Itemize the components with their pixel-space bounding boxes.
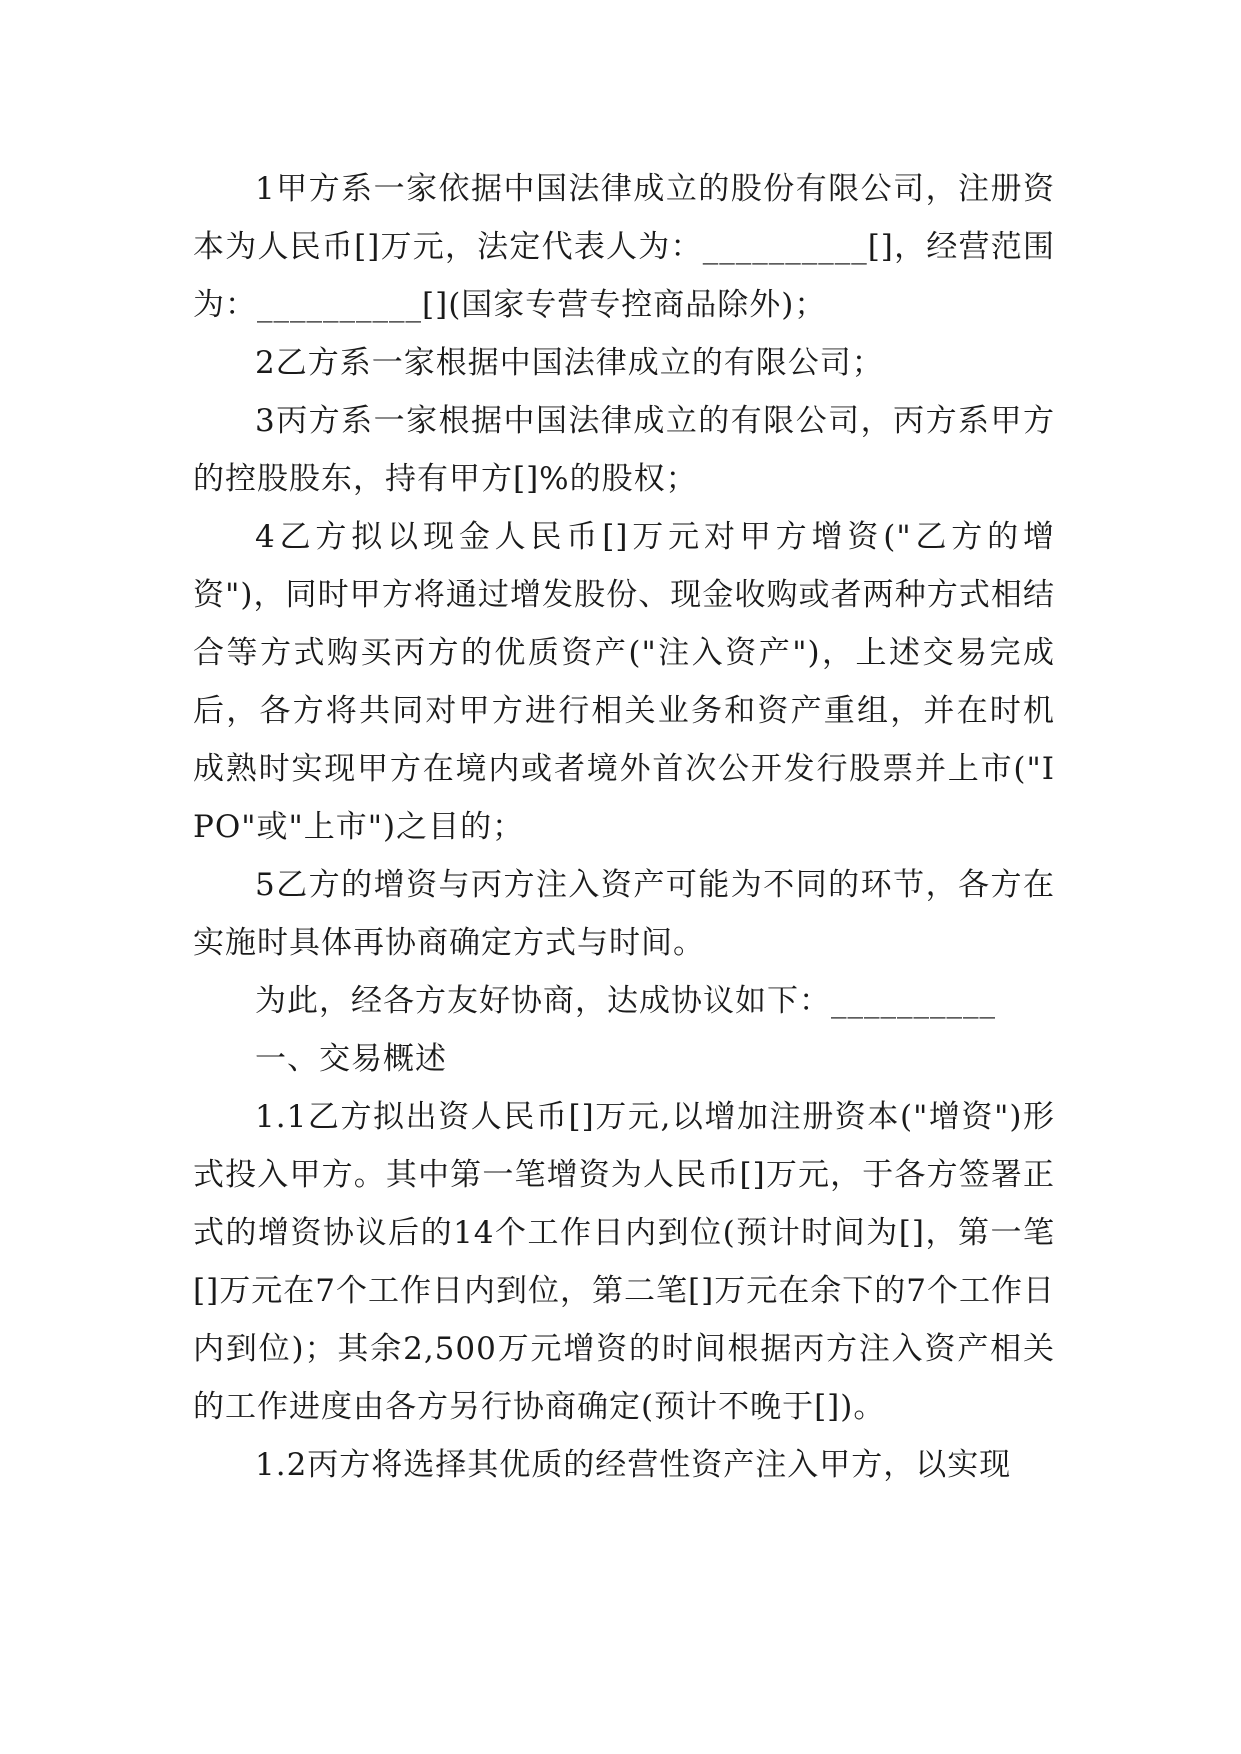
- paragraph-party-b: 2乙方系一家根据中国法律成立的有限公司；: [255, 345, 884, 381]
- paragraph-transaction-background: 4乙方拟以现金人民币[]万元对甲方增资("乙方的增资")，同时甲方将通过增发股份、现金收购或者两种方式相结合等方式购买丙方的优质资产("注入资产")，上述交易完成后，各方将共同对甲方进行相关业务和资产重组，并在时机成熟时实现甲方在境内或者境外首次公开发行股票并上市("IPO"或"上市")之目的；: [193, 519, 1055, 845]
- clause-1-1: 1.1乙方拟出资人民币[]万元,以增加注册资本("增资")形式投入甲方。其中第一笔增资为人民币[]万元，于各方签署正式的增资协议后的14个工作日内到位(预计时间为[]，第一笔[]万元在7个工作日内到位，第二笔[]万元在余下的7个工作日内到位)；其余2,500万元增资的时间根据丙方注入资产相关的工作进度由各方另行协商确定(预计不晚于[])。: [193, 1099, 1055, 1425]
- document-body: [193, 160, 1055, 1494]
- paragraph-agreement-intro: 为此，经各方友好协商，达成协议如下：__________: [255, 983, 996, 1019]
- paragraph-steps: 5乙方的增资与丙方注入资产可能为不同的环节，各方在实施时具体再协商确定方式与时间。: [193, 867, 1055, 961]
- section-heading-transaction-overview: 一、交易概述: [255, 1041, 447, 1077]
- clause-1-2: 1.2丙方将选择其优质的经营性资产注入甲方，以实现: [255, 1447, 1012, 1483]
- paragraph-party-a: 1甲方系一家依据中国法律成立的股份有限公司，注册资本为人民币[]万元，法定代表人为：__________[]，经营范围为：__________[](国家专营专控商品除外)；: [193, 171, 1055, 323]
- paragraph-party-c: 3丙方系一家根据中国法律成立的有限公司，丙方系甲方的控股股东，持有甲方[]%的股权；: [193, 403, 1055, 497]
